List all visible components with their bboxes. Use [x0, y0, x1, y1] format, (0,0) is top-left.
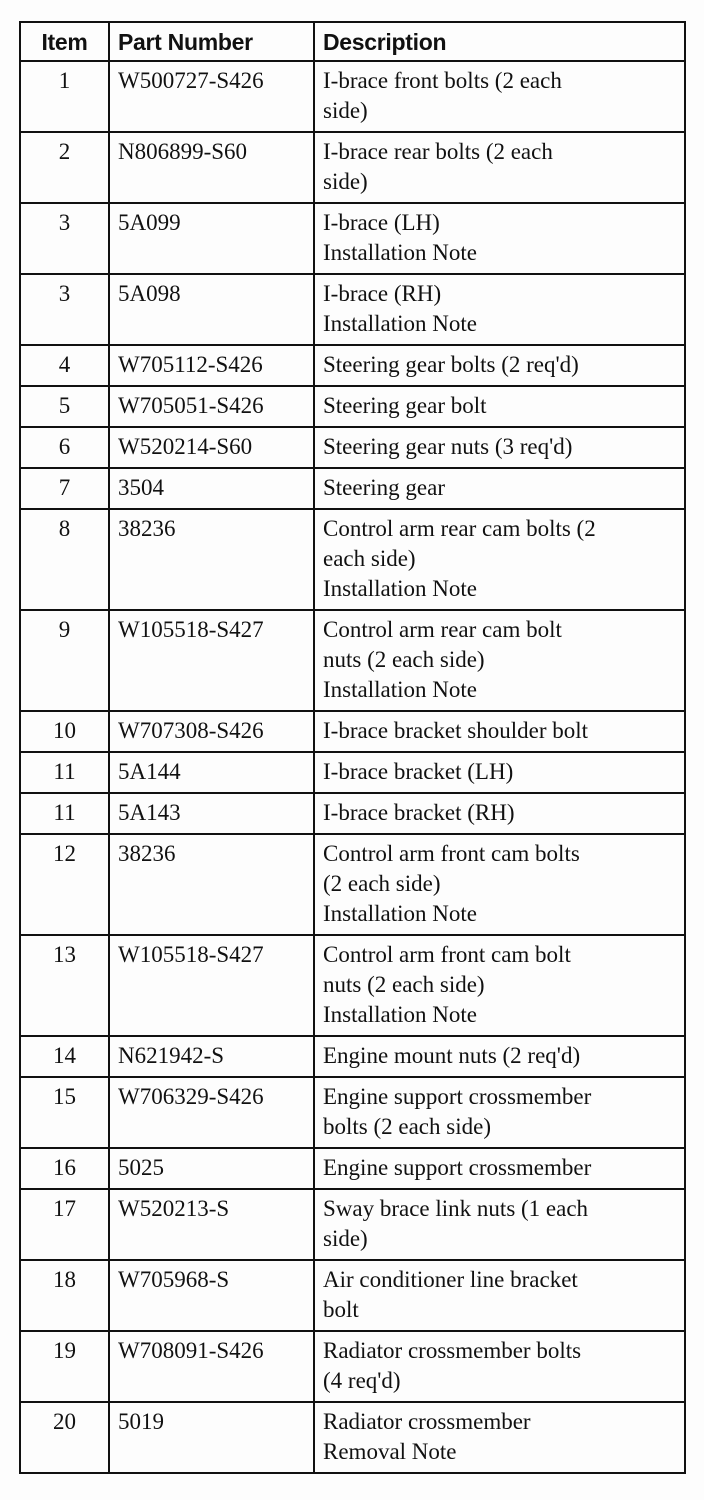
parts-table: [19, 21, 686, 1474]
part-number-cell: W705051-S426: [109, 386, 314, 427]
part-number-cell: 5A098: [109, 274, 314, 345]
description-line: Engine support crossmember: [323, 1155, 592, 1180]
table-row: [20, 1189, 685, 1260]
item-cell: 11: [20, 793, 109, 834]
item-cell: 16: [20, 1148, 109, 1189]
part-number-cell: 3504: [109, 468, 314, 509]
part-number-cell: W520213-S: [109, 1189, 314, 1260]
part-number-cell: W707308-S426: [109, 711, 314, 752]
description-line: side): [323, 98, 368, 123]
description-line: Steering gear nuts (3 req'd): [323, 434, 573, 459]
item-cell: 17: [20, 1189, 109, 1260]
part-number-cell: 5019: [109, 1402, 314, 1473]
item-cell: 15: [20, 1077, 109, 1148]
description-cell: [314, 1189, 685, 1260]
table-row: [20, 1260, 685, 1331]
part-number-cell: W105518-S427: [109, 610, 314, 711]
description-line: Installation Note: [323, 1002, 477, 1027]
column-header-description: Description: [314, 22, 685, 61]
description-cell: [314, 132, 685, 203]
description-line: I-brace bracket shoulder bolt: [323, 718, 589, 743]
table-row: [20, 1331, 685, 1402]
item-cell: 20: [20, 1402, 109, 1473]
table-row: [20, 386, 685, 427]
description-cell: [314, 1148, 685, 1189]
table-row: [20, 1036, 685, 1077]
description-cell: [314, 1402, 685, 1473]
table-row: [20, 1077, 685, 1148]
description-line: side): [323, 169, 368, 194]
item-cell: 10: [20, 711, 109, 752]
description-line: I-brace (LH): [323, 210, 440, 235]
description-line: Control arm front cam bolt: [323, 942, 571, 967]
table-row: [20, 345, 685, 386]
description-line: nuts (2 each side): [323, 972, 485, 997]
part-number-cell: N806899-S60: [109, 132, 314, 203]
description-line: (2 each side): [323, 871, 441, 896]
description-line: I-brace bracket (RH): [323, 800, 515, 825]
table-row: [20, 793, 685, 834]
description-line: each side): [323, 546, 416, 571]
description-line: Air conditioner line bracket: [323, 1267, 578, 1292]
table-row: [20, 509, 685, 610]
item-cell: 8: [20, 509, 109, 610]
description-line: bolts (2 each side): [323, 1114, 491, 1139]
description-line: Sway brace link nuts (1 each: [323, 1196, 589, 1221]
description-line: Installation Note: [323, 576, 477, 601]
item-cell: 4: [20, 345, 109, 386]
item-cell: 14: [20, 1036, 109, 1077]
part-number-cell: 5A099: [109, 203, 314, 274]
table-row: [20, 61, 685, 132]
item-cell: 6: [20, 427, 109, 468]
description-cell: [314, 711, 685, 752]
description-line: I-brace bracket (LH): [323, 759, 514, 784]
description-cell: [314, 1077, 685, 1148]
description-cell: [314, 752, 685, 793]
description-line: Steering gear: [323, 475, 445, 500]
part-number-cell: 5A143: [109, 793, 314, 834]
table-row: [20, 1402, 685, 1473]
description-cell: [314, 274, 685, 345]
description-cell: [314, 427, 685, 468]
description-cell: [314, 610, 685, 711]
item-cell: 12: [20, 834, 109, 935]
table-row: [20, 427, 685, 468]
item-cell: 1: [20, 61, 109, 132]
part-number-cell: W705112-S426: [109, 345, 314, 386]
description-cell: [314, 935, 685, 1036]
item-cell: 11: [20, 752, 109, 793]
item-cell: 19: [20, 1331, 109, 1402]
part-number-cell: W706329-S426: [109, 1077, 314, 1148]
description-line: Radiator crossmember bolts: [323, 1338, 582, 1363]
item-cell: 5: [20, 386, 109, 427]
table-row: [20, 203, 685, 274]
part-number-cell: W705968-S: [109, 1260, 314, 1331]
item-cell: 18: [20, 1260, 109, 1331]
description-cell: [314, 1331, 685, 1402]
part-number-cell: 38236: [109, 509, 314, 610]
description-cell: [314, 468, 685, 509]
part-number-cell: W708091-S426: [109, 1331, 314, 1402]
description-cell: [314, 345, 685, 386]
description-line: bolt: [323, 1297, 359, 1322]
description-line: (4 req'd): [323, 1368, 401, 1393]
item-cell: 3: [20, 203, 109, 274]
part-number-cell: W500727-S426: [109, 61, 314, 132]
description-line: Radiator crossmember: [323, 1409, 531, 1434]
part-number-cell: 5A144: [109, 752, 314, 793]
part-number-cell: 38236: [109, 834, 314, 935]
table-row: [20, 132, 685, 203]
description-cell: [314, 386, 685, 427]
description-line: side): [323, 1226, 368, 1251]
item-cell: 7: [20, 468, 109, 509]
description-line: Control arm front cam bolts: [323, 841, 580, 866]
description-cell: [314, 1036, 685, 1077]
column-header-item: Item: [20, 22, 109, 61]
description-line: Steering gear bolts (2 req'd): [323, 352, 579, 377]
table-row: [20, 752, 685, 793]
description-cell: [314, 509, 685, 610]
item-cell: 2: [20, 132, 109, 203]
table-row: [20, 610, 685, 711]
description-line: Control arm rear cam bolt: [323, 617, 562, 642]
parts-table-body: [20, 61, 685, 1473]
description-line: Steering gear bolt: [323, 393, 487, 418]
description-line: Removal Note: [323, 1439, 457, 1464]
description-line: Installation Note: [323, 901, 477, 926]
description-cell: [314, 61, 685, 132]
part-number-cell: W105518-S427: [109, 935, 314, 1036]
description-cell: [314, 1260, 685, 1331]
description-line: Installation Note: [323, 240, 477, 265]
table-row: [20, 834, 685, 935]
item-cell: 3: [20, 274, 109, 345]
description-line: Engine mount nuts (2 req'd): [323, 1043, 581, 1068]
table-row: [20, 468, 685, 509]
table-header-row: [20, 22, 685, 61]
table-row: [20, 711, 685, 752]
part-number-cell: 5025: [109, 1148, 314, 1189]
part-number-cell: W520214-S60: [109, 427, 314, 468]
table-row: [20, 274, 685, 345]
description-line: I-brace front bolts (2 each: [323, 68, 562, 93]
description-line: I-brace (RH): [323, 281, 442, 306]
description-line: I-brace rear bolts (2 each: [323, 139, 553, 164]
table-row: [20, 1148, 685, 1189]
description-cell: [314, 793, 685, 834]
part-number-cell: N621942-S: [109, 1036, 314, 1077]
description-line: nuts (2 each side): [323, 647, 485, 672]
description-line: Control arm rear cam bolts (2: [323, 516, 596, 541]
description-line: Installation Note: [323, 677, 477, 702]
item-cell: 9: [20, 610, 109, 711]
table-row: [20, 935, 685, 1036]
item-cell: 13: [20, 935, 109, 1036]
description-cell: [314, 834, 685, 935]
description-cell: [314, 203, 685, 274]
description-line: Engine support crossmember: [323, 1084, 592, 1109]
column-header-part-number: Part Number: [109, 22, 314, 61]
description-line: Installation Note: [323, 311, 477, 336]
